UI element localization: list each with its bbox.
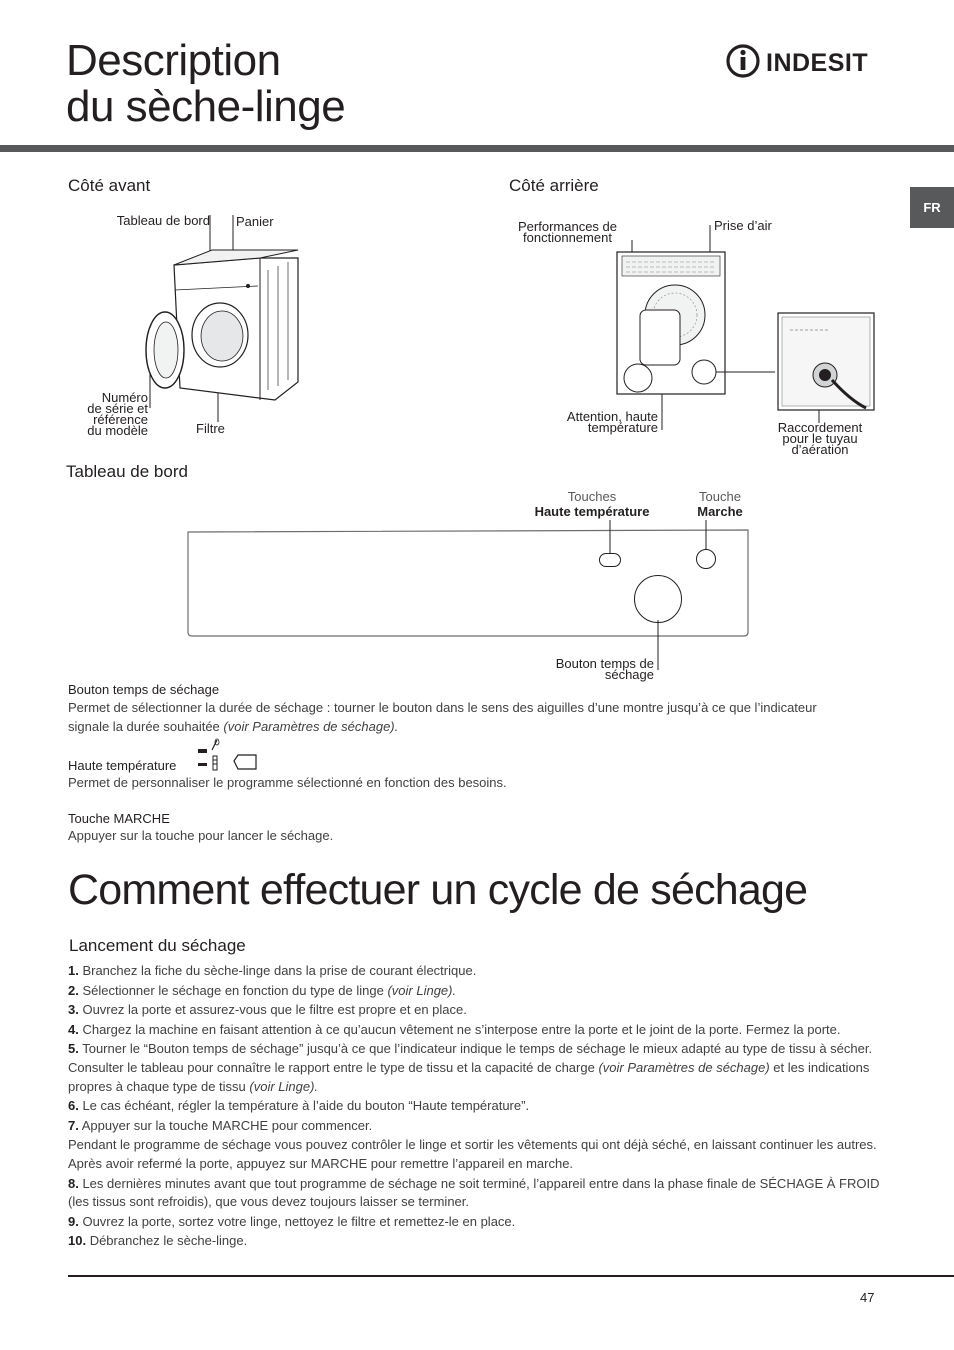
page-title-line1: Description <box>66 36 281 85</box>
label-touches-haute-temp: Touches Haute température <box>534 489 650 519</box>
step-5: 5. Tourner le “Bouton temps de séchage” jusqu’à ce que l’indicateur indique le temps de séchage le mieux adapté au type de tissu à sécher. Consulter le tableau pour connaître le rapport entre le type de tissu et la capacité de charge (voir Paramètres de séchage) et les indications propres à chaque type de tissu (voir Linge). <box>68 1041 873 1094</box>
step-8: 8. Les dernières minutes avant que tout programme de séchage ne soit terminé, l’appareil entre dans la phase finale de SÉCHAGE À FROID (les tissus sont refroidis), que vous devez toujours laisser se terminer. <box>68 1175 880 1210</box>
label-panier: Panier <box>236 214 274 229</box>
page-number: 47 <box>860 1290 875 1305</box>
rear-heading: Côté arrière <box>509 176 599 195</box>
bouton-temps-description: Permet de sélectionner la durée de séchage : tourner le bouton dans le sens des aiguilles d’une montre jusqu’à ce que l’indicateur signale la durée souhaitée (voir Paramètres de séchage). <box>68 700 817 734</box>
temperature-symbols-icon <box>196 738 260 774</box>
subsection-heading: Lancement du séchage <box>69 936 246 955</box>
step-6: 6. Le cas échéant, régler la température à l’aide du bouton “Haute température”. <box>68 1098 530 1114</box>
marche-heading: Touche MARCHE <box>68 811 170 826</box>
label-bouton-temps: Bouton temps de séchage <box>555 656 654 682</box>
step-10: 10. Débranchez le sèche-linge. <box>68 1233 248 1249</box>
step-7: 7. Appuyer sur la touche MARCHE pour commencer. <box>68 1117 373 1133</box>
panel-heading: Tableau de bord <box>66 462 188 481</box>
page-title <box>66 38 345 130</box>
language-tab: FR <box>910 187 954 228</box>
label-touche-marche: Touche Marche <box>697 489 743 519</box>
step-4: 4. Chargez la machine en faisant attention à ce qu’aucun vêtement ne s’interpose entre la porte et le joint de la porte. Fermez la porte. <box>68 1021 841 1037</box>
brand-logo <box>726 42 888 80</box>
rear-dryer-illustration <box>600 240 890 430</box>
label-tableau-de-bord: Tableau de bord <box>116 213 210 228</box>
label-attention: Attention, haute température <box>566 409 658 435</box>
cycle-note: Pendant le programme de séchage vous pouvez contrôler le linge et sortir les vêtements qui ont déjà séché, en laissant continuer les autres. Après avoir refermé la porte, appuyez sur MARCHE pour remettre l’appareil en marche. <box>68 1137 877 1171</box>
front-heading: Côté avant <box>68 176 151 195</box>
bouton-temps-heading: Bouton temps de séchage <box>68 682 220 697</box>
section-title: Comment effectuer un cycle de séchage <box>68 866 808 914</box>
footer-divider <box>68 1275 954 1277</box>
step-3: 3. Ouvrez la porte et assurez-vous que le filtre est propre et en place. <box>68 1002 467 1018</box>
page-title-line2: du sèche-linge <box>66 82 346 131</box>
haute-temperature-description: Permet de personnaliser le programme sélectionné en fonction des besoins. <box>68 775 507 790</box>
drying-time-knob[interactable] <box>634 575 682 623</box>
haute-temperature-button[interactable] <box>599 553 621 567</box>
step-9: 9. Ouvrez la porte, sortez votre linge, nettoyez le filtre et remettez-le en place. <box>68 1213 516 1229</box>
label-prise-air: Prise d’air <box>714 218 772 233</box>
haute-temperature-heading: Haute température <box>68 758 177 773</box>
brand-name: INDESIT <box>766 49 869 77</box>
header-divider <box>0 145 954 152</box>
step-2: 2. Sélectionner le séchage en fonction du type de linge (voir Linge). <box>68 982 457 998</box>
marche-button[interactable] <box>696 549 716 569</box>
label-raccordement: Raccordement pour le tuyau d’aération <box>777 420 863 457</box>
label-numero-serie: Numéro de série et référence du modèle <box>87 390 148 438</box>
steps-list <box>68 962 883 1251</box>
step-1: 1. Branchez la fiche du sèche-linge dans la prise de courant électrique. <box>68 963 477 978</box>
marche-description: Appuyer sur la touche pour lancer le séchage. <box>68 828 334 843</box>
front-dryer-illustration <box>140 210 310 440</box>
label-performances: Performances de fonctionnement <box>518 219 617 245</box>
label-filtre: Filtre <box>196 421 225 436</box>
